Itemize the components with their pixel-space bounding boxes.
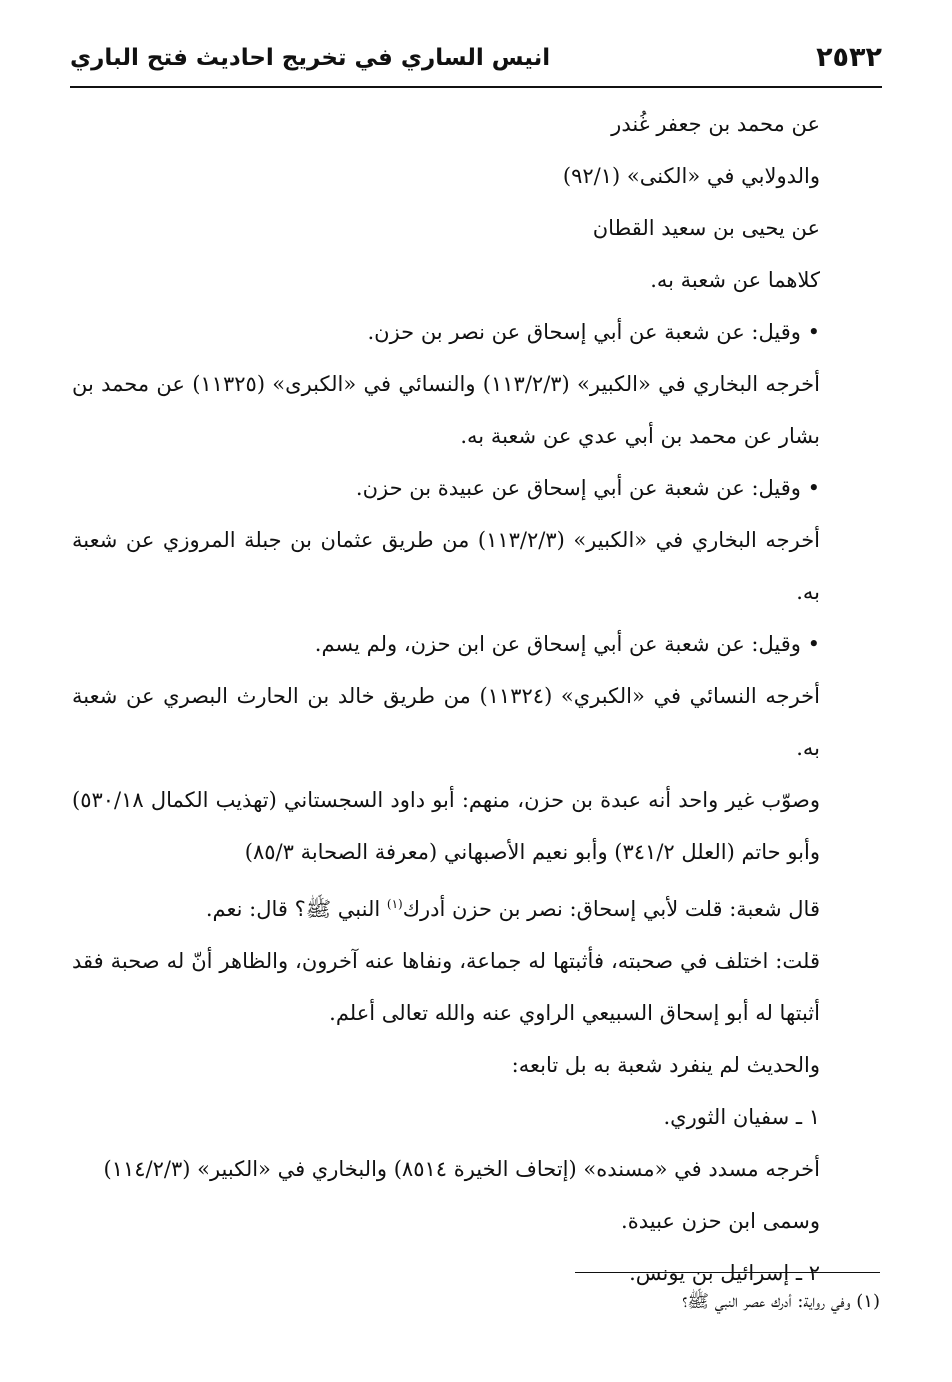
paragraph: أخرجه البخاري في «الكبير» (١١٣/٢/٣) من طريق عثمان بن جبلة المروزي عن شعبة به. [72, 528, 821, 604]
text-line: عن محمد بن جعفر غُندر [611, 112, 820, 136]
text-line: عن يحيى بن سعيد القطان [592, 216, 820, 240]
footnote-marker: (١) [386, 897, 403, 911]
paragraph-text: قال شعبة: قلت لأبي إسحاق: نصر بن حزن أدرك [402, 897, 820, 921]
text-line: كلاهما عن شعبة به. [650, 268, 820, 292]
footnote-rule [575, 1272, 880, 1273]
page-number: ٢٥٣٢ [816, 42, 882, 73]
footnote: (١) وفي رواية: أدرك عصر النبي ﷺ؟ [682, 1291, 880, 1312]
page-header [70, 38, 882, 82]
paragraph: أخرجه البخاري في «الكبير» (١١٣/٢/٣) والنسائي في «الكبرى» (١١٣٢٥) عن محمد بن بشار عن محمد بن أبي عدي عن شعبة به. [72, 372, 820, 448]
numbered-item: ٢ ـ إسرائيل بن يونس. [629, 1261, 820, 1285]
paragraph: أخرجه النسائي في «الكبري» (١١٣٢٤) من طريق خالد بن الحارث البصري عن شعبة به. [72, 684, 820, 760]
header-rule [70, 86, 882, 88]
bullet-paragraph: • وقيل: عن شعبة عن أبي إسحاق عن ابن حزن، ولم يسم. [314, 632, 820, 656]
paragraph-text: النبي ﷺ؟ قال: نعم. [205, 897, 387, 921]
paragraph: أخرجه مسدد في «مسنده» (إتحاف الخيرة ٨٥١٤) والبخاري في «الكبير» (١١٤/٢/٣) [103, 1157, 820, 1181]
paragraph: والحديث لم ينفرد شعبة به بل تابعه: [511, 1053, 820, 1077]
running-title: انيس الساري في تخريج احاديث فتح الباري [70, 45, 551, 71]
paragraph [72, 878, 878, 935]
paragraph: وسمى ابن حزن عبيدة. [621, 1209, 820, 1233]
numbered-item: ١ ـ سفيان الثوري. [663, 1105, 820, 1129]
bullet-paragraph: • وقيل: عن شعبة عن أبي إسحاق عن نصر بن حزن. [367, 320, 820, 344]
main-text [72, 98, 878, 1299]
paragraph: وصوّب غير واحد أنه عبدة بن حزن، منهم: أبو داود السجستاني (تهذيب الكمال ٥٣٠/١٨) وأبو حاتم (العلل ٣٤١/٢) وأبو نعيم الأصبهاني (معرفة الصحابة ٨٥/٣) [72, 788, 820, 864]
bullet-paragraph: • وقيل: عن شعبة عن أبي إسحاق عن عبيدة بن حزن. [355, 476, 820, 500]
text-line: والدولابي في «الكنى» (٩٢/١) [562, 164, 820, 188]
paragraph: قلت: اختلف في صحبته، فأثبتها له جماعة، ونفاها عنه آخرون، والظاهر أنّ له صحبة فقد أثبتها له أبو إسحاق السبيعي الراوي عنه والله تعالى أعلم. [72, 949, 820, 1025]
